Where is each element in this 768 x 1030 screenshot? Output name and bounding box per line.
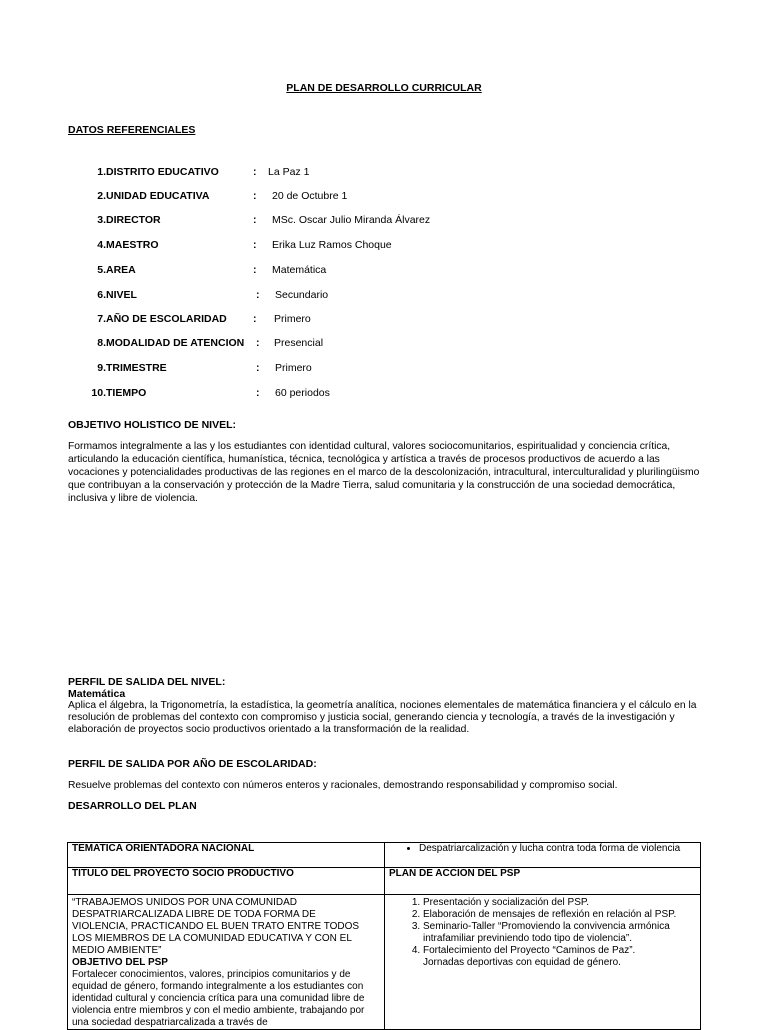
list-item: 3. Seminario-Taller “Promoviendo la convivencia armónica intrafamiliar previniendo todo tipo de violencia”.: [423, 921, 696, 945]
tematica-value: • Despatriarcalización y lucha contra toda forma de violencia: [419, 843, 696, 855]
tematica-label: TEMATICA ORIENTADORA NACIONAL: [68, 843, 385, 868]
row-number: 7.: [97, 313, 106, 325]
perfil-nivel-text: Aplica el álgebra, la Trigonometría, la estadística, la geometría analítica, nociones elementales de matemática financiera y el cálculo en la resolución de problemas del contexto con compromiso y justicia social, generando ciencia y tecnología, a través de la investigación y elaboración de proyectos socio productivos orientado a la transformación de la realidad.: [68, 700, 697, 735]
row-separator: :: [253, 214, 257, 226]
list-item: 4. Fortalecimiento del Proyecto “Caminos de Paz”.: [423, 945, 696, 957]
row-value: Secundario: [275, 289, 329, 301]
titulo-value: “TRABAJEMOS UNIDOS POR UNA COMUNIDAD DESPATRIARCALIZADA LIBRE DE TODA FORMA DE VIOLENCIA, PRACTICANDO EL BUEN TRATO ENTRE TODOS LOS MIEMBROS DE LA COMUNIDAD EDUCATIVA Y CON EL MEDIO AMBIENTE”: [72, 897, 360, 956]
row-label: UNIDAD EDUCATIVA: [106, 190, 210, 202]
objetivo-text: Formamos integralmente a las y los estudiantes con identidad cultural, valores sociocomunitarios, espiritualidad y conciencia crítica, articulando la educación científica, humanística, técnica, tecnológica y artística a través de procesos productivos de acuerdo a las vocaciones y potencialidades productivas de las regiones en el marco de la descolonización, intracultural, interculturalidad y plurilingüismo que contribuyan a la conservación y protección de la Madre Tierra, salud comunitaria y la construcción de una sociedad democrática, inclusiva y libre de violencia.: [68, 441, 700, 504]
row-number: 4.: [97, 239, 106, 251]
row-value: Primero: [275, 362, 312, 374]
row-label: MODALIDAD DE ATENCION: [106, 337, 245, 349]
plan-cell: [385, 895, 701, 1030]
row-number: 5.: [97, 264, 106, 276]
plan-list: [389, 897, 696, 957]
row-label: MAESTRO: [106, 239, 159, 251]
row-value: 20 de Octubre 1: [272, 190, 348, 202]
row-value: La Paz 1: [268, 166, 310, 178]
row-label: TRIMESTRE: [106, 362, 167, 374]
objetivo-heading: OBJETIVO HOLISTICO DE NIVEL:: [68, 419, 237, 431]
row-label: AÑO DE ESCOLARIDAD: [106, 313, 227, 325]
objetivo-psp-value: Fortalecer conocimientos, valores, principios comunitarios y de equidad de género, formando integralmente a los estudiantes con identidad cultural y conciencia crítica para una comunidad libre de violencia entre miembros y con el medio ambiente, trabajando por una sociedad despatriarcalizada a través de: [72, 969, 365, 1028]
perfil-nivel-heading: PERFIL DE SALIDA DEL NIVEL:: [68, 676, 226, 688]
row-value: Erika Luz Ramos Choque: [272, 239, 392, 251]
perfil-anio-text: Resuelve problemas del contexto con números enteros y racionales, demostrando responsabilidad y compromiso social.: [68, 780, 618, 791]
table-row: [68, 843, 701, 868]
row-label: DIRECTOR: [106, 214, 161, 226]
row-label: TIEMPO: [106, 387, 147, 399]
row-number: 10.: [91, 387, 106, 399]
plan-label: PLAN DE ACCION DEL PSP: [385, 868, 701, 895]
row-label: NIVEL: [106, 289, 137, 301]
perfil-nivel-subheading: Matemática: [68, 688, 126, 700]
row-separator: :: [256, 362, 260, 374]
list-item: 2. Elaboración de mensajes de reflexión en relación al PSP.: [423, 909, 696, 921]
row-value: Primero: [274, 313, 311, 325]
plan-continuation: Jornadas deportivas con equidad de género.: [423, 957, 621, 968]
datos-heading: DATOS REFERENCIALES: [68, 124, 196, 136]
row-number: 8.: [97, 337, 106, 349]
row-number: 6.: [97, 289, 106, 301]
page-title: PLAN DE DESARROLLO CURRICULAR: [286, 82, 482, 94]
row-label: AREA: [106, 264, 136, 276]
table-row: [68, 895, 701, 1030]
row-separator: :: [253, 239, 257, 251]
row-separator: :: [256, 337, 260, 349]
tematica-value-cell: [385, 843, 701, 868]
perfil-anio-heading: PERFIL DE SALIDA POR AÑO DE ESCOLARIDAD:: [68, 758, 317, 770]
objetivo-psp-label: OBJETIVO DEL PSP: [72, 957, 168, 968]
row-separator: :: [253, 190, 257, 202]
desarrollo-heading: DESARROLLO DEL PLAN: [68, 800, 197, 812]
row-value: 60 periodos: [275, 387, 330, 399]
row-value: MSc. Oscar Julio Miranda Álvarez: [272, 214, 431, 226]
titulo-label: TITULO DEL PROYECTO SOCIO PRODUCTIVO: [68, 868, 385, 895]
row-separator: :: [253, 166, 257, 178]
row-label: DISTRITO EDUCATIVO: [106, 166, 219, 178]
row-separator: :: [253, 264, 257, 276]
list-item: 1. Presentación y socialización del PSP.: [423, 897, 696, 909]
row-number: 3.: [97, 214, 106, 226]
row-number: 2.: [97, 190, 106, 202]
row-number: 9.: [97, 362, 106, 374]
titulo-objetivo-cell: [68, 895, 385, 1030]
row-value: Matemática: [272, 264, 327, 276]
plan-table: [67, 842, 701, 1030]
row-separator: :: [253, 313, 257, 325]
row-value: Presencial: [274, 337, 324, 349]
table-row: [68, 868, 701, 895]
row-separator: :: [256, 387, 260, 399]
row-number: 1.: [97, 166, 106, 178]
row-separator: :: [256, 289, 260, 301]
